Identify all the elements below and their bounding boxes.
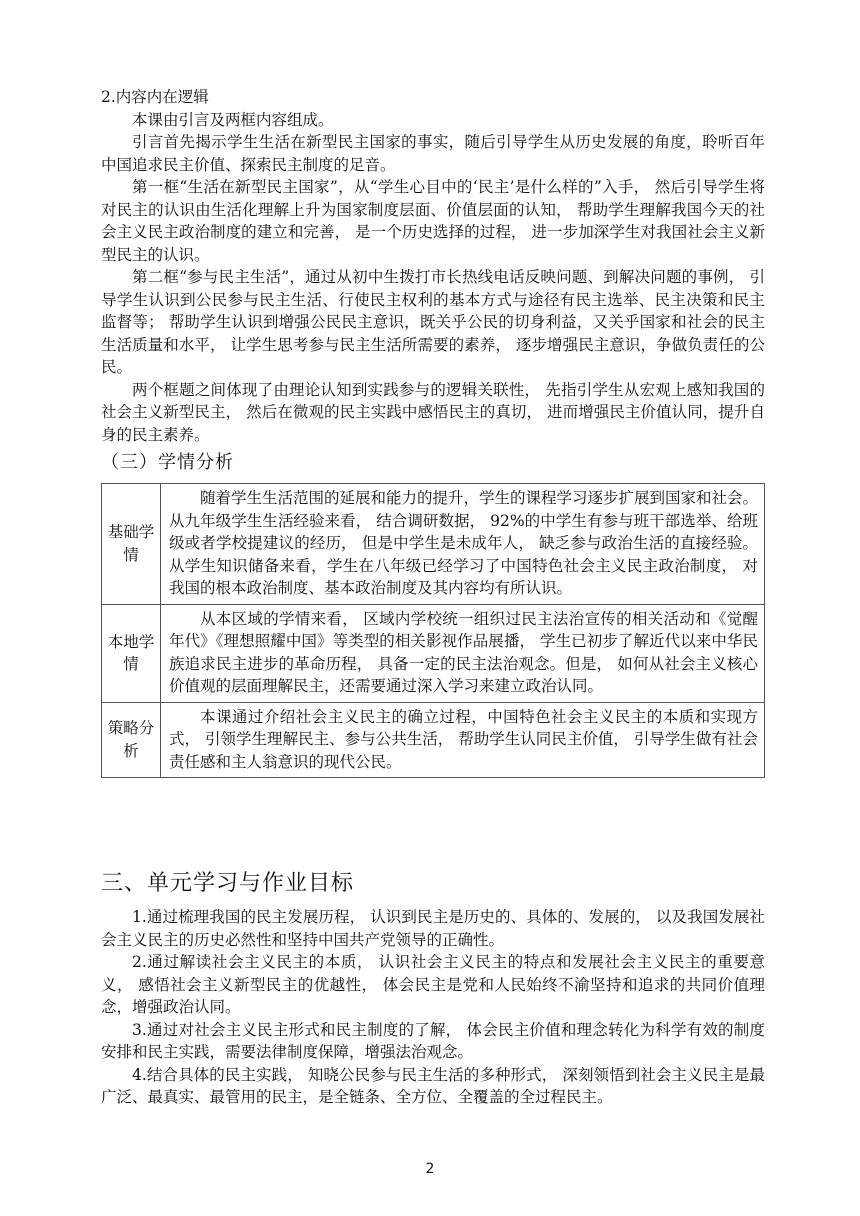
table-row xyxy=(102,484,765,605)
goal-item: 1.通过梳理我国的民主发展历程， 认识到民主是历史的、具体的、发展的， 以及我国发展社会主义民主的历史必然性和坚持中国共产党领导的正确性。 xyxy=(101,908,765,949)
paragraph: 本课由引言及两框内容组成。 xyxy=(132,110,334,129)
learning-analysis-table xyxy=(101,483,765,778)
row-label: 基础学情 xyxy=(102,484,161,605)
row-label: 本地学情 xyxy=(102,604,161,702)
learning-analysis-title: （三）学情分析 xyxy=(101,452,234,473)
goals-list xyxy=(101,906,765,1109)
paragraph: 第二框“参与民主生活”，通过从初中生拨打市长热线电话反映问题、到解决问题的事例， 引导学生认识到公民参与民主生活、行使民主权利的基本方式与途径有民主选举、民主决策和民主监督等； 帮助学生认识到增强公民民主意识，既关乎公民的切身利益，又关乎国家和社会的民主生活质量和水平， 让学生思考参与民主生活所需要的素养， 逐步增强民主意识，争做负责任的公民。 xyxy=(101,268,765,376)
table-row xyxy=(102,604,765,702)
row-content xyxy=(161,484,765,605)
goals-title: 三、单元学习与作业目标 xyxy=(101,871,355,896)
row-text: 随着学生生活范围的延展和能力的提升，学生的课程学习逐步扩展到国家和社会。从九年级学生生活经验来看， 结合调研数据， 92%的中学生有参与班干部选举、给班级或者学校提建议的经历， 但是中学生是未成年人， 缺乏参与政治生活的直接经验。从学生知识储备来看，学生在八年级已经学习了中国特色社会主义民主政治制度， 对我国的根本政治制度、基本政治制度及其内容均有所认识。 xyxy=(169,489,759,597)
row-label: 策略分析 xyxy=(102,702,161,778)
row-text: 本课通过介绍社会主义民主的确立过程，中国特色社会主义民主的本质和实现方式， 引领学生理解民主、参与公共生活， 帮助学生认同民主价值， 引导学生做有社会责任感和主人翁意识的现代公民。 xyxy=(169,707,758,771)
content-logic-heading: 2.内容内在逻辑 xyxy=(101,88,209,106)
table-row xyxy=(102,702,765,778)
page-number: 2 xyxy=(425,1161,435,1177)
row-content xyxy=(161,702,765,778)
row-content xyxy=(161,604,765,702)
paragraph: 两个框题之间体现了由理论认知到实践参与的逻辑关联性， 先指引学生从宏观上感知我国的社会主义新型民主， 然后在微观的民主实践中感悟民主的真切， 进而增强民主价值认同，提升自身的民主素养。 xyxy=(101,380,765,444)
goal-item: 3.通过对社会主义民主形式和民主制度的了解， 体会民主价值和理念转化为科学有效的制度安排和民主实践，需要法律制度保障，增强法治观念。 xyxy=(101,1020,765,1061)
paragraph: 第一框“生活在新型民主国家”，从“学生心目中的‘民主’是什么样的”入手， 然后引导学生将对民主的认识由生活化理解上升为国家制度层面、价值层面的认知， 帮助学生理解我国今天的社会主义民主政治制度的建立和完善， 是一个历史选择的过程， 进一步加深学生对我国社会主义新型民主的认识。 xyxy=(101,178,765,264)
paragraph: 引言首先揭示学生生活在新型民主国家的事实，随后引导学生从历史发展的角度，聆听百年中国追求民主价值、探索民主制度的足音。 xyxy=(101,133,765,174)
row-text: 从本区域的学情来看， 区域内学校统一组织过民主法治宣传的相关活动和《觉醒年代》《理想照耀中国》等类型的相关影视作品展播， 学生已初步了解近代以来中华民族追求民主进步的革命历程， 具备一定的民主法治观念。但是， 如何从社会主义核心价值观的层面理解民主，还需要通过深入学习来建立政治认同。 xyxy=(169,609,758,695)
goal-item: 4.结合具体的民主实践， 知晓公民参与民主生活的多种形式， 深刻领悟到社会主义民主是最广泛、最真实、最管用的民主，是全链条、全方位、全覆盖的全过程民主。 xyxy=(101,1065,765,1106)
goal-item: 2.通过解读社会主义民主的本质， 认识社会主义民主的特点和发展社会主义民主的重要意义， 感悟社会主义新型民主的优越性， 体会民主是党和人民始终不渝坚持和追求的共同价值理念，增强政治认同。 xyxy=(101,953,765,1016)
content-logic-section xyxy=(101,86,765,446)
